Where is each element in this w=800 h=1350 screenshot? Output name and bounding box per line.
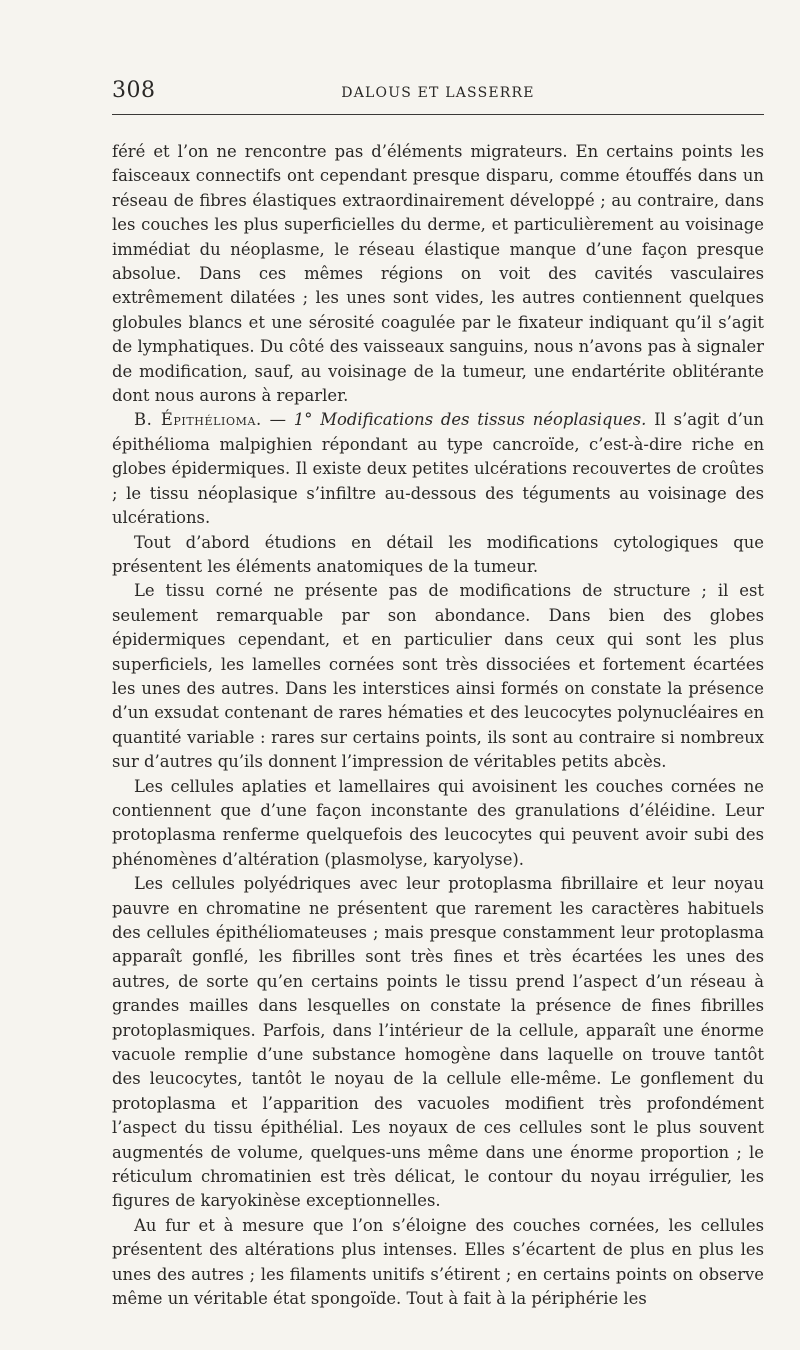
paragraph-3: Tout d’abord étudions en détail les modifications cytologiques que présentent les éléments anatomiques de la tumeur. [112,532,764,576]
paragraph-2 [112,408,764,530]
paragraph-4: Le tissu corné ne présente pas de modifications de structure ; il est seulement remarquable par son abondance. Dans bien des globes épidermiques cependant, et en particulier dans ceux qui sont les plus superficiels, les lamelles cornées sont très dissociées et fortement écartées les unes des autres. Dans les interstices ainsi formés on constate la présence d’un exsudat contenant de rares hématies et des leucocytes polynucléaires en quantité variable : rares sur certains points, ils sont au contraire si nombreux sur d’autres qu’ils donnent l’impression de véritables petits abcès. [112,581,764,772]
section-dash: — [261,410,294,430]
paragraph-2-text: Il s’agit d’un épithélioma malpighien répondant au type cancroïde, c’est-à-dire riche en globes épidermiques. Il existe deux petites ulcérations recouvertes de croûtes ; le tissu néoplasique s’infiltre au-dessous des téguments au voisinage des ulcérations. [112,410,764,528]
header-rule [112,114,764,115]
page-header [112,78,764,112]
running-head: DALOUS ET LASSERRE [341,85,535,101]
section-label: B. Épithélioma. [134,410,262,430]
paragraph-5: Les cellules aplaties et lamellaires qui avoisinent les couches cornées ne contiennent que d’une façon inconstante des granulations d’éléidine. Leur protoplasma renferme quelquefois des leucocytes qui peuvent avoir subi des phénomènes d’altération (plasmolyse, karyolyse). [112,776,764,869]
paragraph-7: Au fur et à mesure que l’on s’éloigne des couches cornées, les cellules présentent des altérations plus intenses. Elles s’écartent de plus en plus les unes des autres ; les filaments unitifs s’étirent ; en certains points on observe même un véritable état spongoïde. Tout à fait à la périphérie les [112,1215,764,1309]
paragraph-1: féré et l’on ne rencontre pas d’éléments migrateurs. En certains points les faisceaux connectifs ont cependant presque disparu, comme étouffés dans un réseau de fibres élastiques extraordinairement développé ; au contraire, dans les couches les plus superficielles du derme, et particulièrement au voisinage immédiat du néoplasme, le réseau élastique manque d’une façon presque absolue. Dans ces mêmes régions on voit des cavités vasculaires extrêmement dilatées ; les unes sont vides, les autres contiennent quelques globules blancs et une sérosité coagulée par le fixateur indiquant qu’il s’agit de lymphatiques. Du côté des vaisseaux sanguins, nous n’avons pas à signaler de modification, sauf, au voisinage de la tumeur, une endartérite oblitérante dont nous aurons à reparler. [112,142,764,406]
paragraph-6: Les cellules polyédriques avec leur protoplasma fibrillaire et leur noyau pauvre en chromatine ne présentent que rarement les caractères habituels des cellules épithéliomateuses ; mais presque constamment leur protoplasma apparaît gonflé, les fibrilles sont très fines et très écartées les unes des autres, de sorte qu’en certains points le tissu prend l’aspect d’un réseau à grandes mailles dans lesquelles on constate la présence de fines fibrilles protoplasmiques. Parfois, dans l’intérieur de la cellule, apparaît une énorme vacuole remplie d’une substance homogène dans laquelle on trouve tantôt des leucocytes, tantôt le noyau de la cellule elle-même. Le gonflement du protoplasma et l’apparition des vacuoles modifient très profondément l’aspect du tissu épithélial. Les noyaux de ces cellules sont le plus souvent augmentés de volume, quelques-uns même dans une énorme proportion ; le réticulum chromatinien est très délicat, le contour du noyau irrégulier, les figures de karyokinèse exceptionnelles. [112,874,764,1211]
page-number: 308 [112,78,156,103]
section-subtitle: 1° Modifications des tissus néoplasiques. [293,410,647,430]
body-text [112,140,764,1312]
